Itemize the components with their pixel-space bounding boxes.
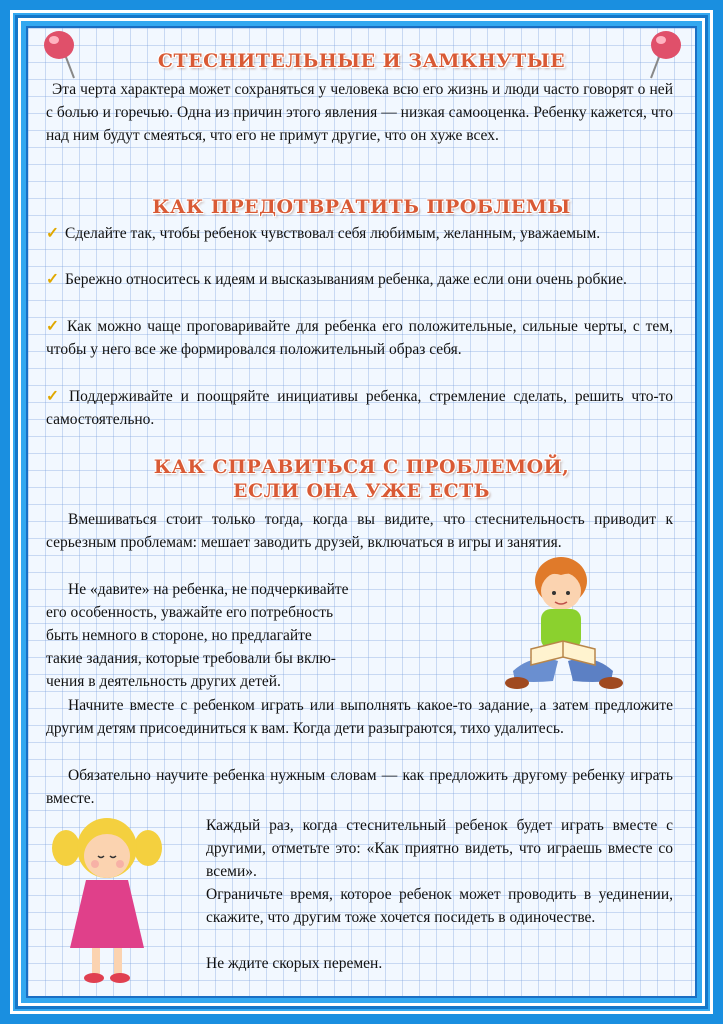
text-line: такие задания, которые требовали бы вклю- [46, 650, 336, 667]
checkmark-icon: ✓ [46, 271, 59, 288]
paragraph-dont-pressure [46, 578, 426, 693]
list-item [46, 222, 673, 245]
text-line: быть немного в стороне, но предлагайте [46, 627, 312, 644]
poster-paper [26, 26, 697, 998]
paragraph-no-quick-changes: Не ждите скорых перемен. [206, 955, 383, 972]
list-item [46, 268, 673, 291]
heading-how-to-cope-line2: ЕСЛИ ОНА УЖЕ ЕСТЬ [233, 480, 490, 502]
intro-paragraph: Эта черта характера может сохраняться у человека всю его жизнь и люди часто говорят о ней с болью и горечью. Одна из причин этого явления — низкая самооценка. Ребенку кажется, что над ним будут смеяться, что его не примут другие, что он хуже всех. [46, 81, 673, 144]
list-item-text: Бережно относитесь к идеям и высказываниям ребенка, даже если они очень робкие. [65, 271, 627, 288]
list-item-text: Поддерживайте и поощряйте инициативы ребенка, стремление сделать, решить что-то самостоятельно. [46, 388, 673, 428]
list-item-text: Сделайте так, чтобы ребенок чувствовал себя любимым, желанным, уважаемым. [65, 225, 601, 242]
list-item [46, 315, 673, 361]
reading-boy-illustration [503, 553, 633, 693]
heading-shy-and-withdrawn: СТЕСНИТЕЛЬНЫЕ И ЗАМКНУТЫЕ [157, 50, 566, 72]
text-line: его особенность, уважайте его потребность [46, 604, 334, 621]
list-item-text: Как можно чаще проговаривайте для ребенка его положительные, сильные черты, с тем, чтобы у него все же формировался положительный образ себя. [46, 318, 673, 358]
paragraph-note-playing: Каждый раз, когда стеснительный ребенок будет играть вместе с другими, отметьте это: «Как приятно видеть, что играешь вместе со всеми». [206, 817, 673, 880]
checkmark-icon: ✓ [46, 318, 61, 335]
checkmark-icon: ✓ [46, 388, 63, 405]
paragraph-play-together: Начните вместе с ребенком играть или выполнять какое-то задание, а затем предложите другим детям присоединиться к вам. Когда дети разыграются, тихо удалитесь. [46, 697, 673, 737]
heading-how-to-cope-line1: КАК СПРАВИТЬСЯ С ПРОБЛЕМОЙ, [153, 456, 570, 478]
checkmark-icon: ✓ [46, 225, 59, 242]
paragraph-teach-words: Обязательно научите ребенка нужным словам — как предложить другому ребенку играть вместе. [46, 767, 673, 807]
list-item [46, 385, 673, 431]
shy-girl-illustration [48, 808, 168, 988]
paragraph-limit-solitude: Ограничьте время, которое ребенок может проводить в уединении, скажите, что другим тоже хочется посидеть в одиночестве. [206, 886, 673, 926]
heading-how-to-prevent: КАК ПРЕДОТВРАТИТЬ ПРОБЛЕМЫ [152, 196, 571, 218]
text-line: Не «давите» на ребенка, не подчеркивайте [68, 581, 349, 598]
text-line: чения в деятельность других детей. [46, 673, 281, 690]
paragraph-when-to-intervene: Вмешиваться стоит только тогда, когда вы видите, что стеснительность приводит к серьезным проблемам: мешает заводить друзей, включаться в игры и занятия. [46, 511, 673, 551]
